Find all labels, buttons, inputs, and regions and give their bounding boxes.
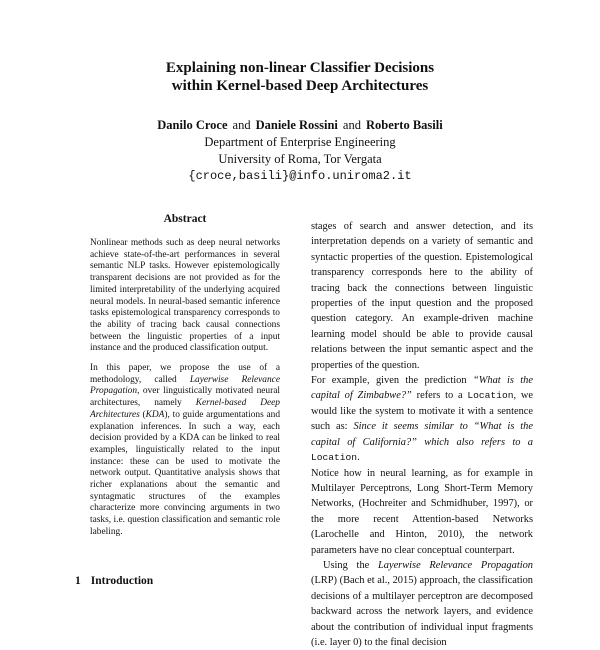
- right-column: [311, 219, 533, 650]
- body-p4-text-a: Using the: [323, 559, 378, 571]
- lrp-term-body: Layerwise Relevance Propagation: [377, 559, 533, 571]
- body-p2-text-c: , we would like the system to motivate it with a sentence such as:: [311, 390, 533, 433]
- body-p4-text-b: (LRP) (Bach et al., 2015) approach, the classification decisions of a multilayer perceptron are decomposed backward across the network layers, and evidence about the contribution of individual input fragments (i.e. layer 0) to the final decision: [311, 575, 533, 648]
- author-and-2: and: [342, 118, 361, 132]
- section-title: Introduction: [90, 575, 154, 587]
- title-line-1: Explaining non-linear Classifier Decisions: [165, 60, 435, 76]
- abstract-paragraph-1: Nonlinear methods such as deep neural networks achieve state-of-the-art performances in several semantic NLP tasks. However epistemologically transparent decisions are not provided as for the limited interpretability of the underlying acquired neural models. In neural-based semantic inference tasks epistemological transparency corresponds to the ability of tracing back causal connections between the linguistic properties of a input instance and the produced classification output.: [90, 238, 280, 354]
- abstract-p2-text-c: (: [139, 409, 146, 420]
- author-croce: Danilo Croce: [157, 118, 228, 132]
- location-label-2: Location: [311, 452, 358, 464]
- body-paragraph-2: [311, 373, 533, 465]
- title-line-2: within Kernel-based Deep Architectures: [171, 78, 429, 94]
- example-question-1: “What is the capital of Zimbabwe?”: [311, 375, 533, 402]
- abstract-heading: Abstract: [163, 213, 207, 225]
- paper-title: [0, 59, 600, 95]
- author-email: {croce,basili}@info.uniroma2.it: [188, 169, 412, 183]
- abstract-p2-text-a: In this paper, we propose the use of a methodology, called: [90, 363, 280, 385]
- kda-abbreviation: KDA: [145, 409, 165, 420]
- affiliation-department: Department of Enterprise Engineering: [204, 135, 396, 149]
- author-block: [0, 117, 600, 185]
- author-basili: Roberto Basili: [365, 118, 443, 132]
- body-p2-text-a: For example, given the prediction: [311, 375, 473, 387]
- author-and-1: and: [232, 118, 251, 132]
- section-number: 1: [75, 575, 81, 587]
- body-paragraph-4: [311, 558, 533, 650]
- abstract-paragraph-2: [90, 363, 280, 539]
- body-paragraph-3: Notice how in neural learning, as for example in Multilayer Perceptrons, Long Short-Term Memory Networks, (Hochreiter and Schmidhuber, 1997), or the more recent Attention-based Networks (Larochelle and Hinton, 2010), the network parameters have no clear conceptual counterpart.: [311, 467, 533, 556]
- lrp-term: Layerwise Relevance Propagation: [90, 374, 280, 397]
- section-heading-introduction: [75, 574, 153, 588]
- example-explanation: Since it seems similar to “What is the capital of California?” which also refers to a: [311, 421, 533, 448]
- author-rossini: Daniele Rossini: [255, 118, 338, 132]
- kda-term: Kernel-based Deep Architectures: [90, 398, 280, 420]
- abstract-p2-text-d: ), to guide argumentations and explanation inferences. In such a way, each decision provided by a KDA can be linked to real examples, linguistically related to the input instance: these can be used to motivate the network output. Quantitative analysis shows that richer explanations about the semantic and syntagmatic structures of the examples characterize more convincing arguments in two tasks, i.e. question classification and semantic role labeling.: [90, 409, 281, 537]
- body-p2-text-b: refers to a: [411, 390, 468, 402]
- location-label-1: Location: [467, 390, 514, 402]
- left-column: [90, 212, 280, 539]
- body-paragraph-1: stages of search and answer detection, and its interpretation depends on a variety of semantic and syntactic properties of the question. Epistemological transparency corresponds here to the ability of tracing back the connections between linguistic properties of the input question and the proposed question category. An example-driven machine learning model should be able to provide causal relations between the input semantic aspect and the properties of the question.: [311, 221, 533, 371]
- author-names: [0, 117, 600, 134]
- abstract-p2-text-b: , over linguistically motivated neural architectures, namely: [90, 386, 280, 409]
- body-p2-text-e: .: [357, 452, 360, 464]
- affiliation-university: University of Roma, Tor Vergata: [218, 152, 382, 166]
